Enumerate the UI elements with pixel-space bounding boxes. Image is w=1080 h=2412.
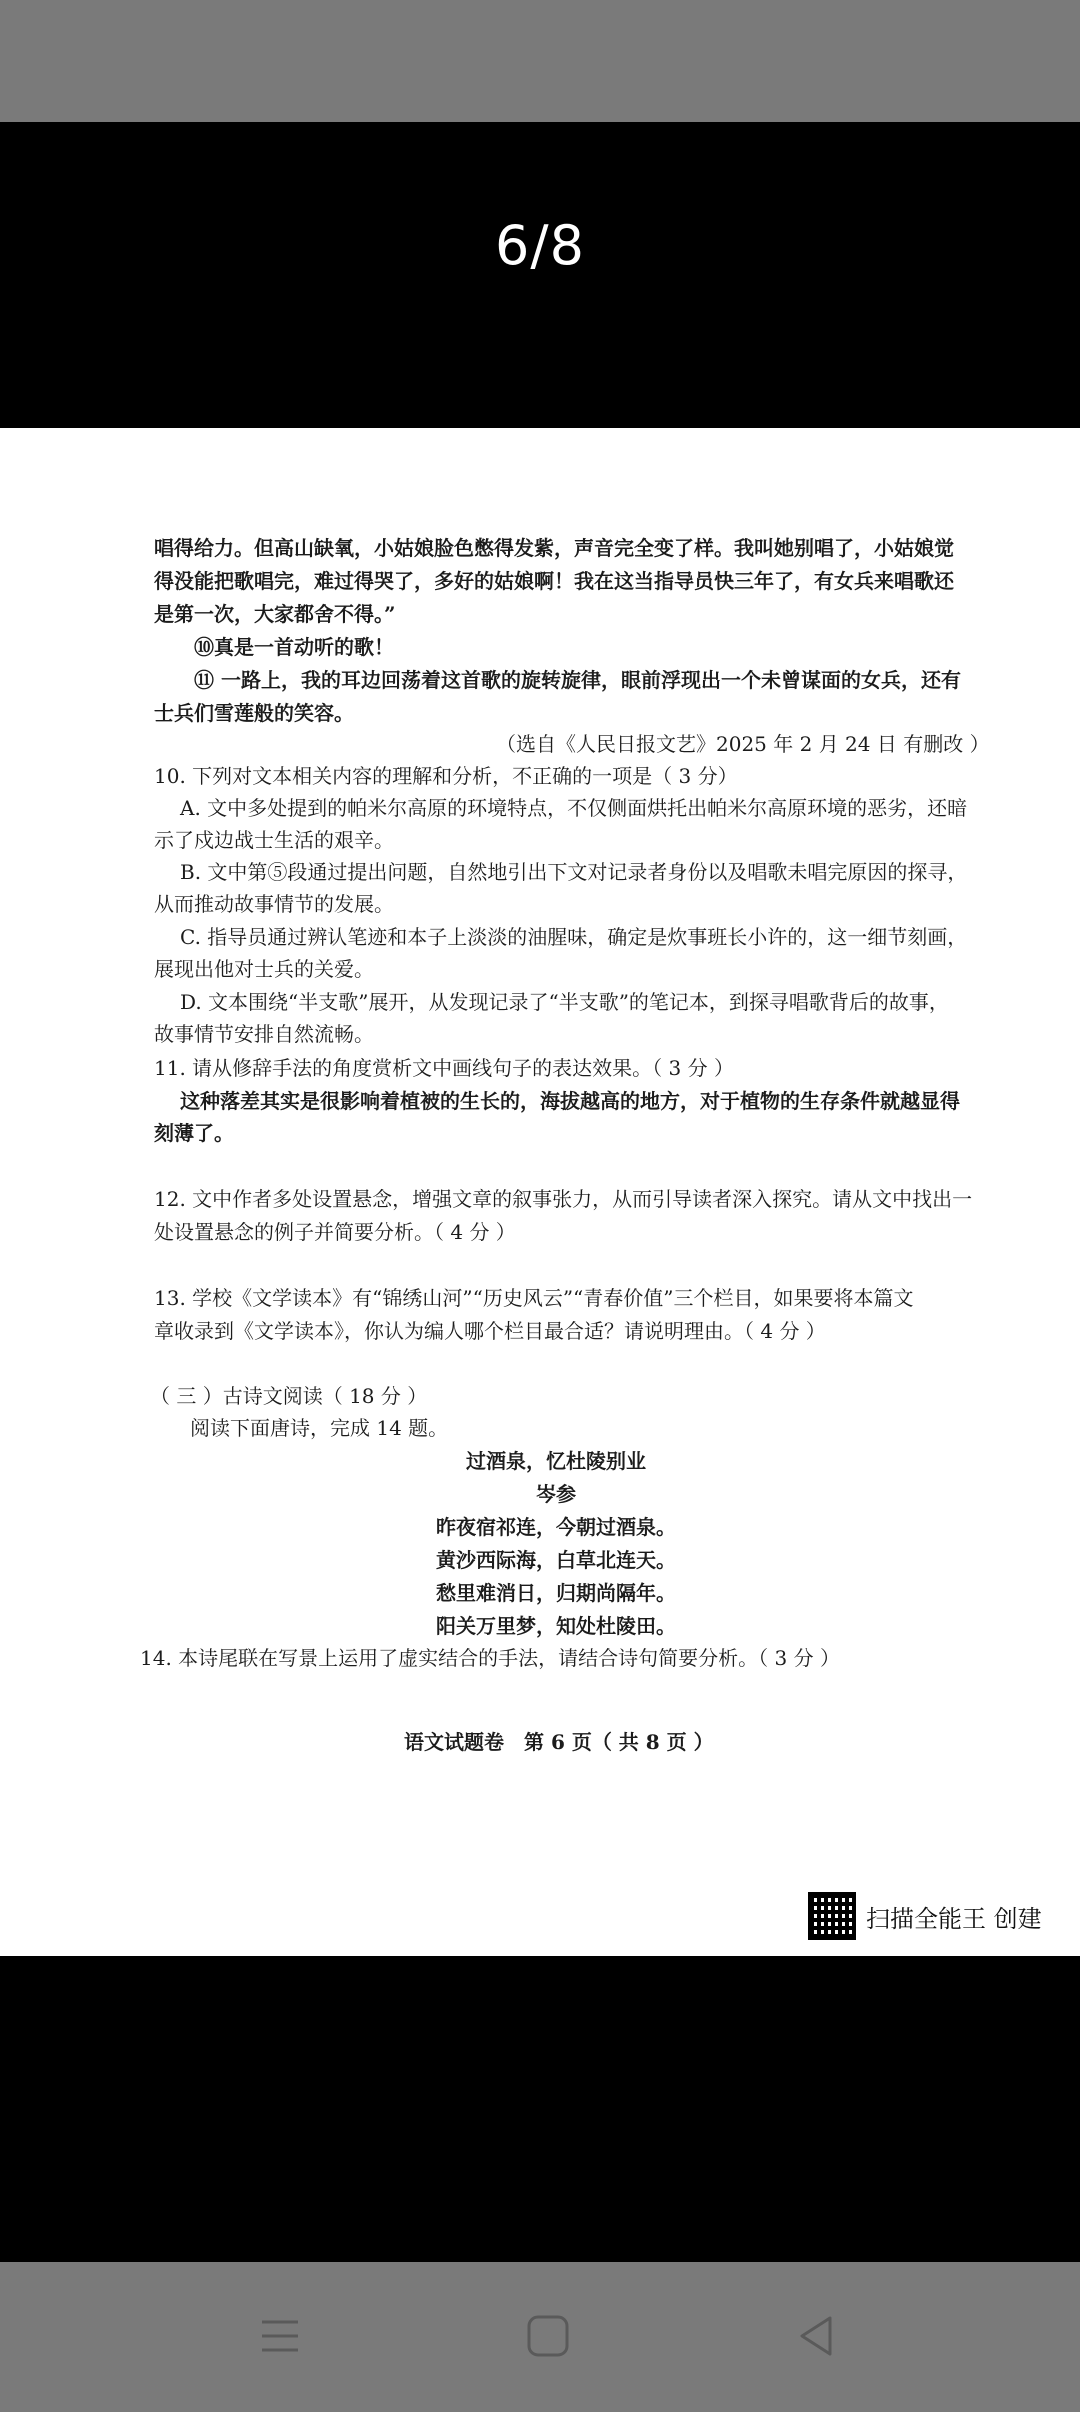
page-footer: 语文试题卷 第 6 页（ 共 8 页 ） (404, 1730, 714, 1754)
text-line: 故事情节安排自然流畅。 (154, 1022, 374, 1046)
poem-title: 过酒泉，忆杜陵别业 (466, 1449, 646, 1473)
navigation-bar (0, 2262, 1080, 2412)
option-a: A. 文中多处提到的帕米尔高原的环境特点，不仅侧面烘托出帕米尔高原环境的恶劣，还暗 (180, 796, 968, 820)
instruction: 阅读下面唐诗，完成 14 题。 (190, 1416, 449, 1440)
option-c: C. 指导员通过辨认笔迹和本子上淡淡的油腥味，确定是炊事班长小许的，这一细节刻画， (180, 925, 968, 949)
poem-line: 阳关万里梦，知处杜陵田。 (436, 1614, 676, 1638)
status-bar (0, 0, 1080, 122)
text-line: ⑪ 一路上，我的耳边回荡着这首歌的旋转旋律，眼前浮现出一个未曾谋面的女兵，还有 (194, 668, 961, 692)
text-line: 章收录到《文学读本》，你认为编人哪个栏目最合适？请说明理由。（ 4 分 ） (154, 1319, 826, 1343)
text-line: 是第一次，大家都舍不得。” (154, 602, 396, 626)
option-d: D. 文本围绕“半支歌”展开，从发现记录了“半支歌”的笔记本，到探寻唱歌背后的故事， (180, 990, 949, 1014)
text-line: 展现出他对士兵的关爱。 (154, 957, 374, 981)
menu-icon[interactable] (252, 2308, 308, 2364)
text-line: 得没能把歌唱完，难过得哭了，多好的姑娘啊！我在这当指导员快三年了，有女兵来唱歌还 (154, 569, 954, 593)
text-line: 处设置悬念的例子并简要分析。（ 4 分 ） (154, 1220, 516, 1244)
question-13: 13. 学校《文学读本》有“锦绣山河”“历史风云”“青春价值”三个栏目，如果要将本篇文 (154, 1286, 914, 1310)
poem-line: 昨夜宿祁连，今朝过酒泉。 (436, 1515, 676, 1539)
viewer-bottom-area (0, 1956, 1080, 2262)
document-page[interactable] (0, 428, 1080, 1956)
scanner-watermark (808, 1890, 1042, 1942)
poem-line: 黄沙西际海，白草北连天。 (436, 1548, 676, 1572)
back-icon[interactable] (788, 2308, 844, 2364)
poem-author: 岑参 (536, 1482, 576, 1506)
question-12: 12. 文中作者多处设置悬念，增强文章的叙事张力，从而引导读者深入探究。请从文中找出一 (154, 1187, 973, 1211)
question-10: 10. 下列对文本相关内容的理解和分析，不正确的一项是（ 3 分） (154, 764, 738, 788)
text-line: 从而推动故事情节的发展。 (154, 892, 394, 916)
question-14: 14. 本诗尾联在写景上运用了虚实结合的手法，请结合诗句简要分析。（ 3 分 ） (140, 1646, 840, 1670)
option-b: B. 文中第⑤段通过提出问题，自然地引出下文对记录者身份以及唱歌未唱完原因的探寻， (180, 860, 968, 884)
viewer-header (0, 122, 1080, 428)
underlined-sentence: 这种落差其实是很影响着植被的生长的，海拔越高的地方，对于植物的生存条件就越显得 (180, 1089, 960, 1113)
text-line: 示了戍边战士生活的艰辛。 (154, 828, 394, 852)
page-indicator: 6/8 (495, 214, 585, 277)
poem-line: 愁里难消日，归期尚隔年。 (436, 1581, 676, 1605)
text-line: 唱得给力。但高山缺氧，小姑娘脸色憋得发紫，声音完全变了样。我叫她别唱了，小姑娘觉 (154, 536, 954, 560)
watermark-text: 扫描全能王 创建 (866, 1904, 1042, 1933)
question-11: 11. 请从修辞手法的角度赏析文中画线句子的表达效果。（ 3 分 ） (154, 1056, 734, 1080)
source-citation: （选自《人民日报文艺》2025 年 2 月 24 日 有删改 ） (496, 732, 990, 756)
text-line: 刻薄了。 (154, 1121, 234, 1145)
text-line: 士兵们雪莲般的笑容。 (154, 701, 354, 725)
text-line: ⑩真是一首动听的歌！ (194, 635, 394, 659)
qr-code-icon (808, 1892, 856, 1940)
section-heading: （ 三 ）古诗文阅读（ 18 分 ） (150, 1384, 428, 1408)
home-icon[interactable] (520, 2308, 576, 2364)
